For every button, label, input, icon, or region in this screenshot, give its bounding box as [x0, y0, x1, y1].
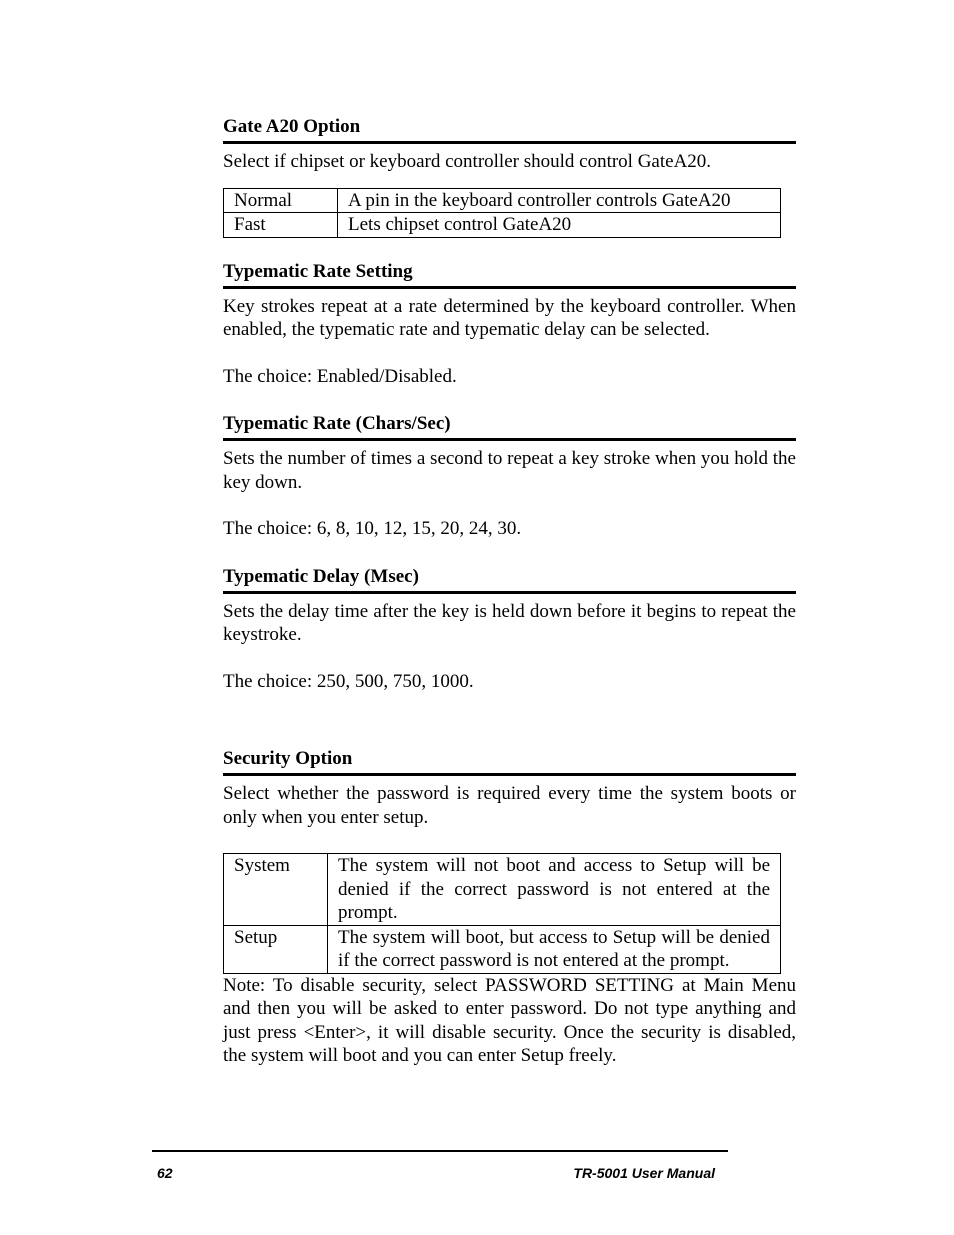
table-cell-key: System: [224, 854, 328, 926]
table-row: [224, 188, 781, 213]
section-typematic-rate-setting: [223, 260, 796, 389]
table-cell-desc: The system will not boot and access to Setup will be denied if the correct password is not entered at the prompt.: [328, 854, 781, 926]
page-number: 62: [157, 1165, 173, 1181]
section-typematic-rate: [223, 412, 796, 541]
section-gate-a20: [223, 115, 796, 238]
section-choice: The choice: Enabled/Disabled.: [223, 365, 457, 387]
section-paragraph: Select if chipset or keyboard controller should control GateA20.: [223, 151, 712, 172]
security-option-table: [223, 853, 781, 974]
table-cell-key: Normal: [224, 188, 338, 213]
section-title: Typematic Delay (Msec): [223, 565, 796, 594]
page-content: [223, 115, 796, 1068]
section-title: Gate A20 Option: [223, 115, 796, 144]
security-note: Note: To disable security, select PASSWORD SETTING at Main Menu and then you will be asked to enter password. Do not type anything and just press <Enter>, it will disable security. Once the security is disabled, the system will boot and you can enter Setup freely.: [223, 974, 796, 1066]
section-paragraph: Sets the number of times a second to repeat a key stroke when you hold the key down.: [223, 448, 796, 493]
section-title: Typematic Rate (Chars/Sec): [223, 412, 796, 441]
section-paragraph: Select whether the password is required every time the system boots or only when you enter setup.: [223, 783, 796, 828]
table-row: [224, 213, 781, 238]
table-row: [224, 854, 781, 926]
section-title: Security Option: [223, 747, 796, 776]
section-choice: The choice: 6, 8, 10, 12, 15, 20, 24, 30.: [223, 518, 522, 539]
gate-a20-table: [223, 188, 781, 238]
section-paragraph: Key strokes repeat at a rate determined by the keyboard controller. When enabled, the typematic rate and typematic delay can be selected.: [223, 295, 796, 340]
table-cell-desc: Lets chipset control GateA20: [338, 213, 781, 238]
section-title: Typematic Rate Setting: [223, 260, 796, 289]
table-row: [224, 925, 781, 973]
table-cell-desc: A pin in the keyboard controller controls GateA20: [338, 188, 781, 213]
section-choice: The choice: 250, 500, 750, 1000.: [223, 670, 474, 692]
table-cell-desc: The system will boot, but access to Setup will be denied if the correct password is not entered at the prompt.: [328, 925, 781, 973]
section-security-option: [223, 747, 796, 1068]
section-paragraph: Sets the delay time after the key is held down before it begins to repeat the keystroke.: [223, 600, 796, 645]
manual-title: TR-5001 User Manual: [573, 1165, 715, 1181]
table-cell-key: Setup: [224, 925, 328, 973]
footer-divider: [152, 1150, 728, 1152]
section-typematic-delay: [223, 565, 796, 694]
table-cell-key: Fast: [224, 213, 338, 238]
